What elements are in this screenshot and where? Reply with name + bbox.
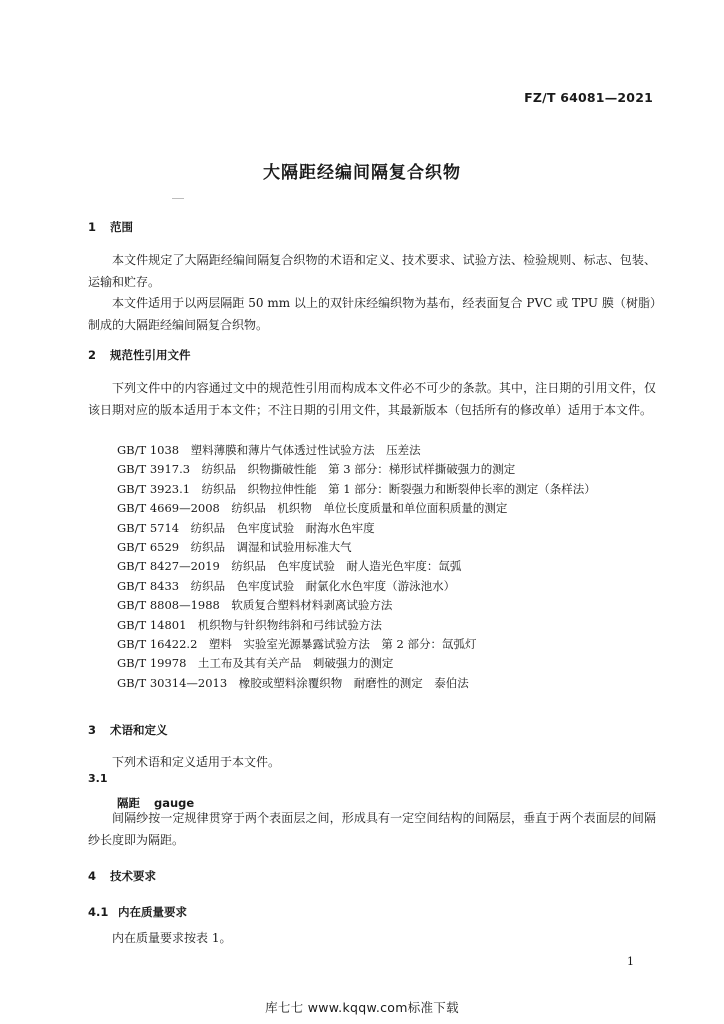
page-number: 1: [627, 955, 634, 968]
reference-item: GB/T 3923.1 纺织品 织物拉伸性能 第 1 部分：断裂强力和断裂伸长率的测定（条样法）: [117, 481, 596, 496]
reference-list: [117, 441, 596, 693]
standard-code: FZ/T 64081—2021: [524, 90, 653, 105]
reference-item: GB/T 19978 土工布及其有关产品 刺破强力的测定: [117, 656, 394, 671]
section-4-heading: [88, 868, 156, 884]
reference-item: GB/T 16422.2 塑料 实验室光源暴露试验方法 第 2 部分：氙弧灯: [117, 636, 477, 651]
section-number: 4: [88, 869, 97, 883]
download-footer: 库七七 www.kqqw.com标准下载: [265, 1000, 459, 1015]
reference-item: GB/T 3917.3 纺织品 织物撕破性能 第 3 部分：梯形试样撕破强力的测定: [117, 462, 516, 477]
section-title: 技术要求: [110, 869, 156, 883]
section-1-heading: [88, 219, 133, 235]
scan-mark: [172, 198, 184, 199]
reference-item: GB/T 5714 纺织品 色牢度试验 耐海水色牢度: [117, 520, 375, 535]
section-1-paragraph-2: 本文件适用于以两层隔距 50 mm 以上的双针床经编织物为基布，经表面复合 PVC 或 TPU 膜（树脂）制成的大隔距经编间隔复合织物。: [88, 296, 656, 332]
term-chinese: 隔距: [117, 796, 140, 810]
section-2-heading: [88, 347, 191, 363]
document-title: 大隔距经编间隔复合织物: [263, 163, 461, 183]
section-title: 范围: [110, 220, 133, 234]
reference-item: GB/T 14801 机织物与针织物纬斜和弓纬试验方法: [117, 617, 382, 632]
subsection-4-1-heading: [88, 904, 187, 920]
reference-item: GB/T 6529 纺织品 调湿和试验用标准大气: [117, 539, 352, 554]
reference-item: GB/T 8433 纺织品 色牢度试验 耐氯化水色牢度（游泳池水）: [117, 578, 456, 593]
reference-item: GB/T 30314—2013 橡胶或塑料涂覆织物 耐磨性的测定 泰伯法: [117, 675, 469, 690]
subsection-number: 4.1: [88, 905, 109, 919]
section-2-intro: 下列文件中的内容通过文中的规范性引用而构成本文件必不可少的条款。其中，注日期的引用文件，仅该日期对应的版本适用于本文件；不注日期的引用文件，其最新版本（包括所有的修改单）适用于本文件。: [88, 381, 656, 417]
section-title: 术语和定义: [110, 723, 168, 737]
reference-item: GB/T 8808—1988 软质复合塑料材料剥离试验方法: [117, 598, 393, 613]
subsection-title: 内在质量要求: [118, 905, 187, 919]
reference-item: GB/T 8427—2019 纺织品 色牢度试验 耐人造光色牢度：氙弧: [117, 559, 462, 574]
term-number: 3.1: [88, 772, 108, 785]
reference-item: GB/T 1038 塑料薄膜和薄片气体透过性试验方法 压差法: [117, 443, 421, 457]
section-number: 3: [88, 723, 97, 737]
reference-item: GB/T 4669—2008 纺织品 机织物 单位长度质量和单位面积质量的测定: [117, 501, 508, 516]
section-1-paragraph-1: 本文件规定了大隔距经编间隔复合织物的术语和定义、技术要求、试验方法、检验规则、标志、包装、运输和贮存。: [88, 253, 656, 289]
section-3-heading: [88, 722, 168, 738]
subsection-4-1-text: 内在质量要求按表 1。: [112, 931, 232, 945]
section-3-intro: 下列术语和定义适用于本文件。: [112, 755, 281, 769]
section-number: 2: [88, 348, 97, 362]
section-title: 规范性引用文件: [110, 348, 191, 362]
term-english: gauge: [154, 796, 195, 810]
section-number: 1: [88, 220, 97, 234]
term-definition: 间隔纱按一定规律贯穿于两个表面层之间，形成具有一定空间结构的间隔层，垂直于两个表面层的间隔纱长度即为隔距。: [88, 811, 656, 847]
